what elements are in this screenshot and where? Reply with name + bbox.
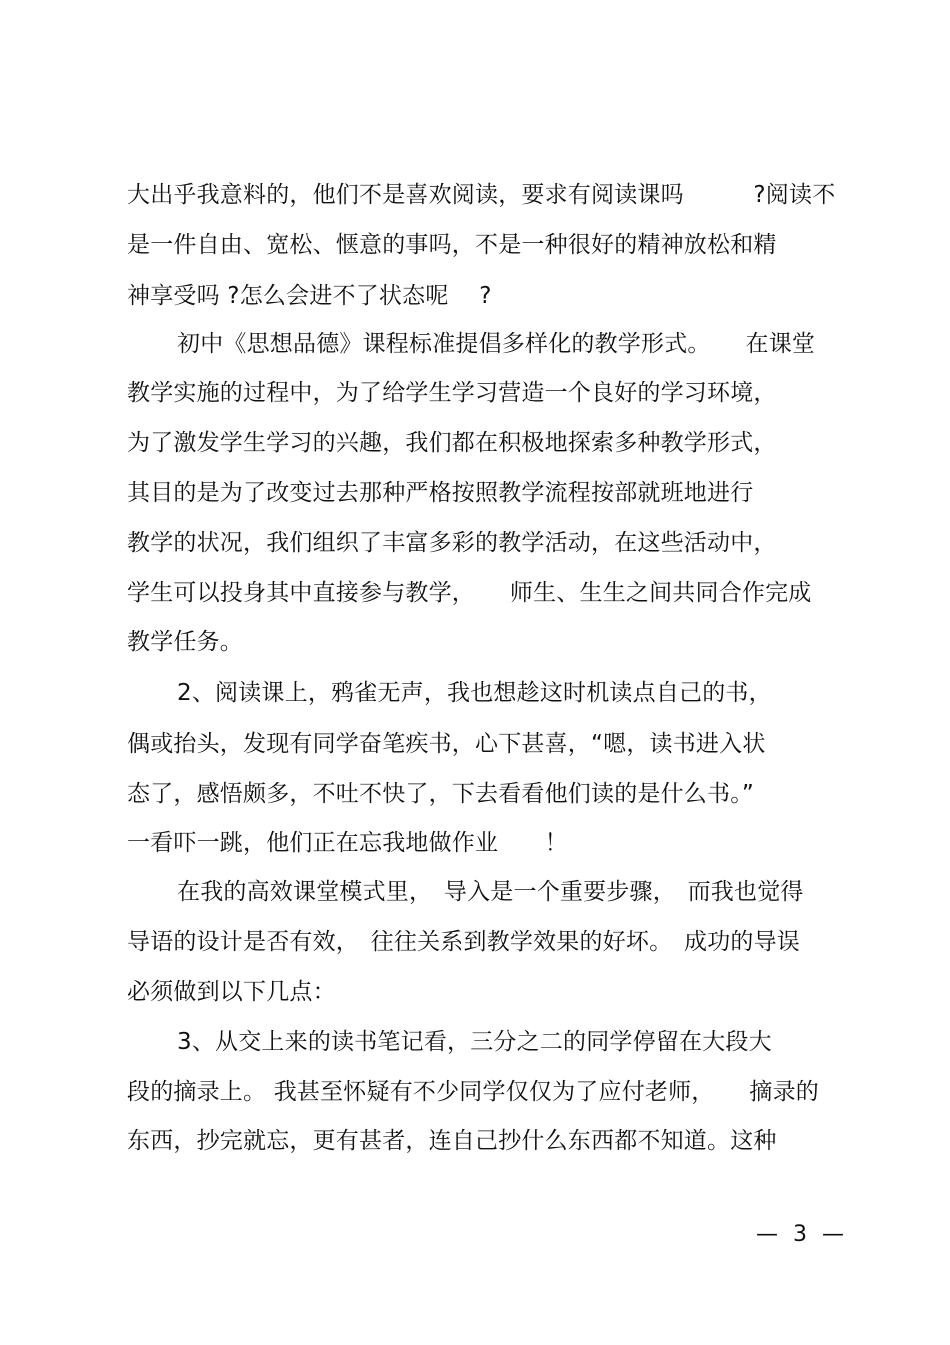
- text-line: 学生可以投身其中直接参与教学， 师生、生生之间共同合作完成: [127, 580, 812, 606]
- text-line: 偶或抬头，发现有同学奋笔疾书，心下甚喜，“嗯，读书进入状: [127, 731, 766, 757]
- text-line: 教学实施的过程中，为了给学生学习营造一个良好的学习环境，: [127, 380, 777, 406]
- text-line: 东西，抄完就忘，更有甚者，连自己抄什么东西都不知道。这种: [127, 1128, 777, 1154]
- text-line: 神享受吗 ?怎么会进不了状态呢 ?: [127, 283, 492, 309]
- text-line: 必须做到以下几点：: [127, 979, 336, 1005]
- text-line: 教学的状况，我们组织了丰富多彩的教学活动，在这些活动中，: [127, 530, 777, 556]
- paragraph-start-line: 3、从交上来的读书笔记看，三分之二的同学停留在大段大: [177, 1029, 772, 1055]
- paragraph-start-line: 2、阅读课上，鸦雀无声，我也想趁这时机读点自己的书，: [177, 680, 772, 706]
- text-line: 教学任务。: [127, 629, 243, 655]
- text-line: 段的摘录上。 我甚至怀疑有不少同学仅仅为了应付老师， 摘录的: [127, 1079, 820, 1105]
- text-line: 导语的设计是否有效， 往往关系到教学效果的好坏。 成功的导误: [127, 929, 800, 955]
- text-line: 大出乎我意料的，他们不是喜欢阅读，要求有阅读课吗 ?阅读不: [127, 182, 836, 208]
- text-line: 是一件自由、宽松、惬意的事吗，不是一种很好的精神放松和精: [127, 232, 777, 258]
- text-line: 其目的是为了改变过去那种严格按照教学流程按部就班地进行: [127, 480, 754, 506]
- page-number: — 3 —: [756, 1222, 848, 1247]
- text-line: 一看吓一跳，他们正在忘我地做作业 ！: [127, 830, 568, 856]
- text-line: 为了激发学生学习的兴趣，我们都在积极地探索多种教学形式，: [127, 430, 777, 456]
- paragraph-start-line: 在我的高效课堂模式里， 导入是一个重要步骤， 而我也觉得: [177, 879, 804, 905]
- text-line: 态了，感悟颇多，不吐不快了，下去看看他们读的是什么书。”: [127, 781, 755, 807]
- paragraph-start-line: 初中《思想品德》课程标准提倡多样化的教学形式。 在课堂: [177, 331, 816, 357]
